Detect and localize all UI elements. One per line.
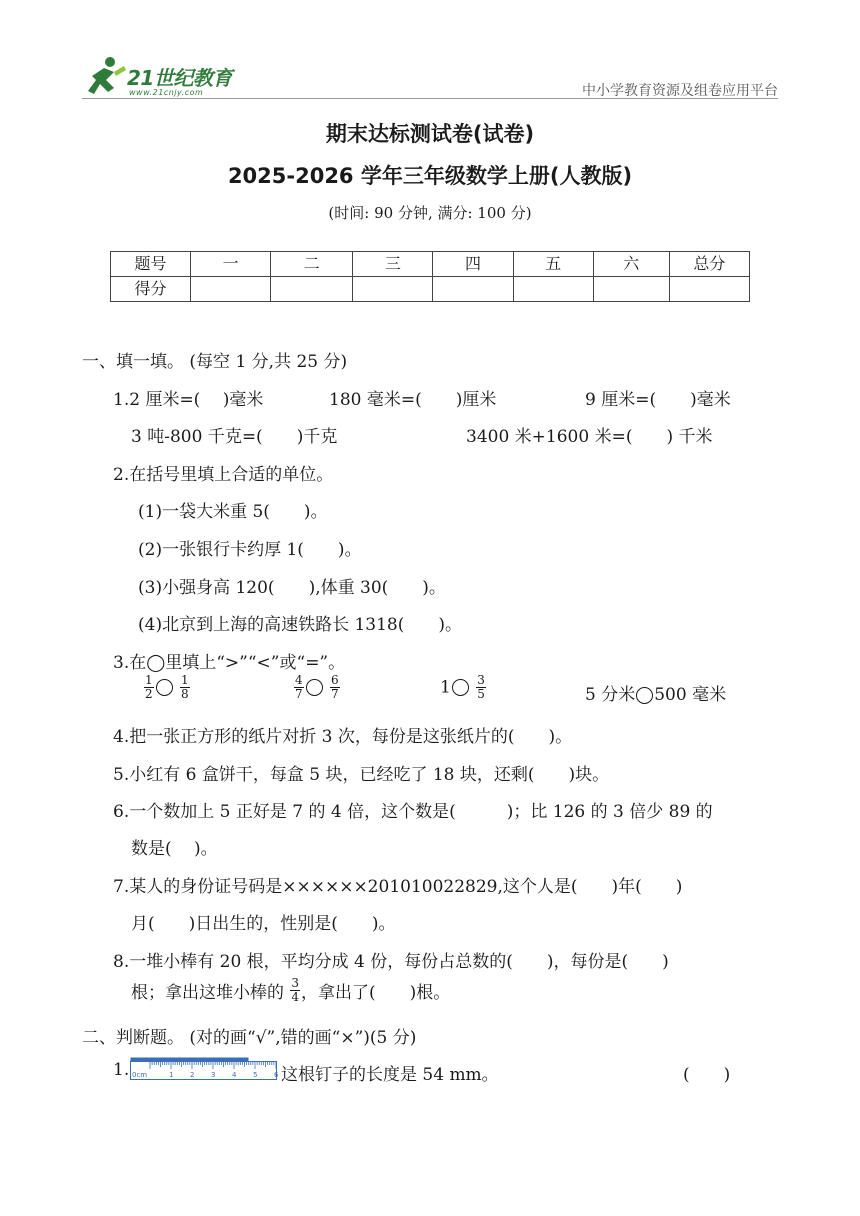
fraction: $\frac{3}{5}$ [477, 673, 485, 701]
score-cell: 五 [513, 252, 593, 277]
score-cell: 一 [191, 252, 271, 277]
q2-item: (1)一袋大米重 5( )。 [138, 502, 328, 522]
platform-tagline: 中小学教育资源及组卷应用平台 [582, 83, 778, 99]
q7-line2: 月( )日出生的，性别是( )。 [131, 914, 396, 934]
score-cell: 二 [271, 252, 353, 277]
exam-title: 期末达标测试卷(试卷) [325, 122, 535, 146]
score-input-cell[interactable] [433, 277, 513, 302]
section1-heading: 一、填一填。 (每空 1 分,共 25 分) [82, 352, 348, 372]
q3-compare-2 [293, 674, 341, 701]
score-cell: 总分 [669, 252, 749, 277]
q2-item: (3)小强身高 120( ),体重 30( )。 [138, 578, 446, 598]
compare-circle[interactable] [156, 679, 173, 696]
compare-circle[interactable] [452, 679, 469, 696]
ruler-label: 0cm [132, 1071, 148, 1079]
q2-item: (2)一张银行卡约厚 1( )。 [138, 540, 362, 560]
q2-stem: 2.在括号里填上合适的单位。 [113, 465, 334, 485]
compare-circle[interactable] [636, 687, 653, 704]
ruler-label: 4 [232, 1071, 237, 1079]
q1-part-a: 1.2 厘米=( )毫米 [113, 390, 264, 410]
q6-line2: 数是( )。 [131, 839, 218, 859]
runner-logo-icon [84, 54, 128, 98]
score-input-cell[interactable] [593, 277, 669, 302]
score-input-cell[interactable] [271, 277, 353, 302]
fraction: $\frac{1}{2}$ [145, 673, 153, 701]
score-cell: 四 [433, 252, 513, 277]
header-divider [82, 98, 778, 99]
q8-line2: 根；拿出这堆小棒的 $\frac{3}{4}$ ，拿出了( )根。 [131, 976, 451, 1004]
q4: 4.把一张正方形的纸片对折 3 次，每份是这张纸片的( )。 [113, 727, 573, 747]
ruler-label: 5 [253, 1071, 258, 1079]
ruler-figure [130, 1057, 278, 1081]
score-input-cell[interactable] [669, 277, 749, 302]
q3-compare-1 [143, 674, 191, 701]
q2-item: (4)北京到上海的高速铁路长 1318( )。 [138, 615, 463, 635]
q3-stem: 3.在◯里填上“>”“<”或“=”。 [113, 653, 346, 673]
ruler-label: 6 [274, 1071, 279, 1079]
q6-line1: 6.一个数加上 5 正好是 7 的 4 倍，这个数是( )；比 126 的 3 倍少 89 的 [113, 802, 713, 822]
score-cell: 三 [353, 252, 433, 277]
section2-heading: 二、判断题。 (对的画“√”,错的画“×”)(5 分) [82, 1028, 417, 1048]
ruler-label: 2 [190, 1071, 195, 1079]
compare-circle[interactable] [306, 679, 323, 696]
ruler-icon [130, 1057, 278, 1081]
q3-compare-4: 5 分米 500 毫米 [585, 685, 727, 705]
score-table-score-row [111, 277, 750, 302]
q3-compare-3: 1 $\frac{3}{5}$ [440, 673, 485, 701]
s2-q1-answer-paren[interactable]: ( ) [683, 1065, 731, 1085]
score-input-cell[interactable] [513, 277, 593, 302]
score-cell: 得分 [111, 277, 191, 302]
ruler-label: 3 [211, 1071, 216, 1079]
score-cell: 六 [593, 252, 669, 277]
q7-line1: 7.某人的身份证号码是××××××201010022829,这个人是( )年( ) [113, 877, 683, 897]
q1-part-c: 9 厘米=( )毫米 [585, 390, 731, 410]
fraction: $\frac{1}{8}$ [181, 673, 189, 701]
fraction: $\frac{6}{7}$ [331, 673, 339, 701]
score-input-cell[interactable] [191, 277, 271, 302]
logo-text: 21世纪教育 [127, 66, 232, 90]
ruler-label: 1 [169, 1071, 174, 1079]
score-table [110, 251, 750, 302]
logo-url: www.21cnjy.com [129, 88, 204, 97]
s2-q1-text: 这根钉子的长度是 54 mm。 [281, 1065, 499, 1085]
score-input-cell[interactable] [353, 277, 433, 302]
q1-part-e: 3400 米+1600 米=( ) 千米 [466, 427, 713, 447]
q5: 5.小红有 6 盒饼干，每盒 5 块，已经吃了 18 块，还剩( )块。 [113, 765, 610, 785]
score-cell: 题号 [111, 252, 191, 277]
score-table-header-row [111, 252, 750, 277]
q8-line1: 8.一堆小棒有 20 根，平均分成 4 份，每份占总数的( )，每份是( ) [113, 952, 669, 972]
exam-info: (时间: 90 分钟, 满分: 100 分) [328, 204, 532, 222]
s2-q1-number: 1. [113, 1060, 130, 1080]
q1-part-d: 3 吨-800 千克=( )千克 [131, 427, 338, 447]
exam-subtitle: 2025-2026 学年三年级数学上册(人教版) [227, 164, 633, 188]
fraction: $\frac{4}{7}$ [295, 673, 303, 701]
fraction: $\frac{3}{4}$ [291, 976, 300, 1004]
q1-part-b: 180 毫米=( )厘米 [329, 390, 497, 410]
